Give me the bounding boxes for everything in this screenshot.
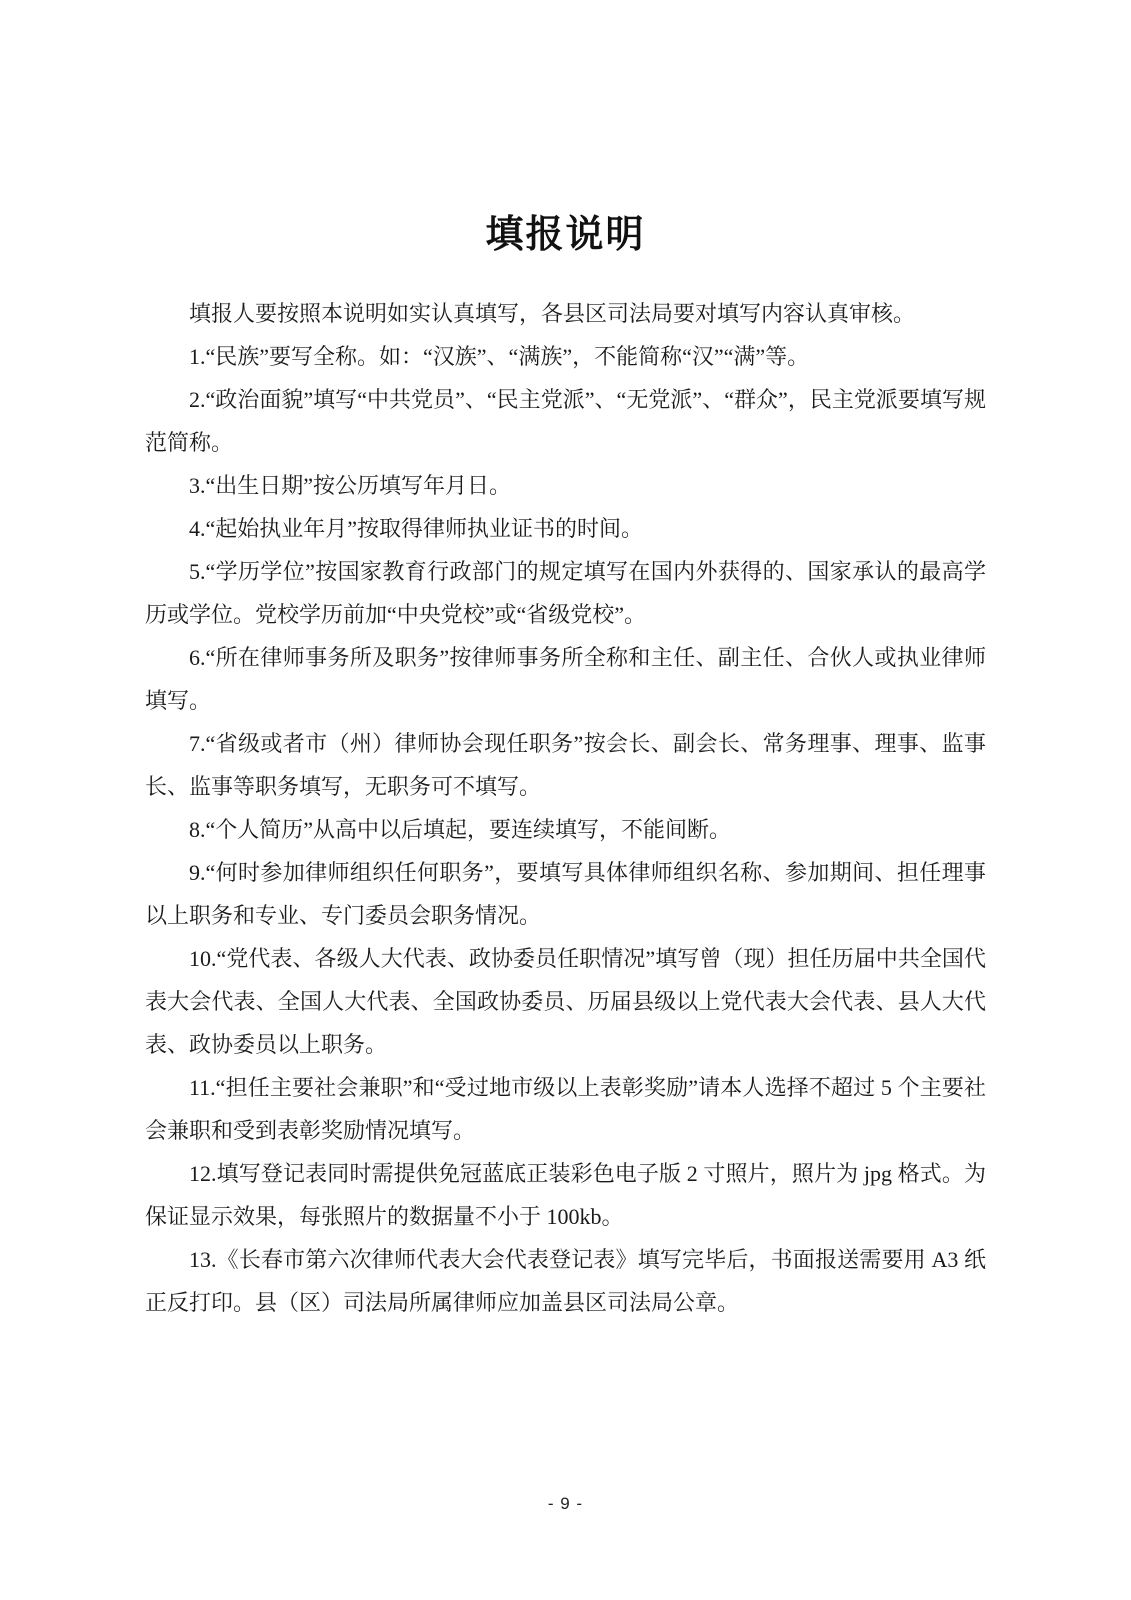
instruction-item-11: 11.“担任主要社会兼职”和“受过地市级以上表彰奖励”请本人选择不超过 5 个主要社会兼职和受到表彰奖励情况填写。 [145, 1075, 986, 1143]
instruction-item-6: 6.“所在律师事务所及职务”按律师事务所全称和主任、副主任、合伙人或执业律师填写。 [145, 645, 986, 713]
page-footer [0, 1494, 1131, 1514]
document-body [145, 292, 986, 1324]
instruction-item-5: 5.“学历学位”按国家教育行政部门的规定填写在国内外获得的、国家承认的最高学历或学位。党校学历前加“中央党校”或“省级党校”。 [145, 559, 986, 627]
instruction-item-1: 1.“民族”要写全称。如：“汉族”、“满族”，不能简称“汉”“满”等。 [189, 344, 810, 369]
instruction-item-8: 8.“个人简历”从高中以后填起，要连续填写，不能间断。 [189, 817, 732, 842]
instruction-item-3: 3.“出生日期”按公历填写年月日。 [189, 473, 512, 498]
instruction-item-10: 10.“党代表、各级人大代表、政协委员任职情况”填写曾（现）担任历届中共全国代表大会代表、全国人大代表、全国政协委员、历届县级以上党代表大会代表、县人大代表、政协委员以上职务。 [145, 946, 986, 1057]
instruction-item-12: 12.填写登记表同时需提供免冠蓝底正装彩色电子版 2 寸照片，照片为 jpg 格式。为保证显示效果，每张照片的数据量不小于 100kb。 [145, 1161, 986, 1229]
page-number: - 9 - [547, 1494, 584, 1513]
intro-paragraph: 填报人要按照本说明如实认真填写，各县区司法局要对填写内容认真审核。 [189, 301, 916, 326]
instruction-item-13: 13.《长春市第六次律师代表大会代表登记表》填写完毕后，书面报送需要用 A3 纸正反打印。县（区）司法局所属律师应加盖县区司法局公章。 [145, 1247, 986, 1315]
instruction-item-9: 9.“何时参加律师组织任何职务”，要填写具体律师组织名称、参加期间、担任理事以上职务和专业、专门委员会职务情况。 [145, 860, 986, 928]
instruction-item-7: 7.“省级或者市（州）律师协会现任职务”按会长、副会长、常务理事、理事、监事长、监事等职务填写，无职务可不填写。 [145, 731, 986, 799]
page-title: 填报说明 [485, 214, 646, 256]
instruction-item-4: 4.“起始执业年月”按取得律师执业证书的时间。 [189, 516, 644, 541]
instruction-item-2: 2.“政治面貌”填写“中共党员”、“民主党派”、“无党派”、“群众”，民主党派要填写规范简称。 [145, 387, 986, 455]
